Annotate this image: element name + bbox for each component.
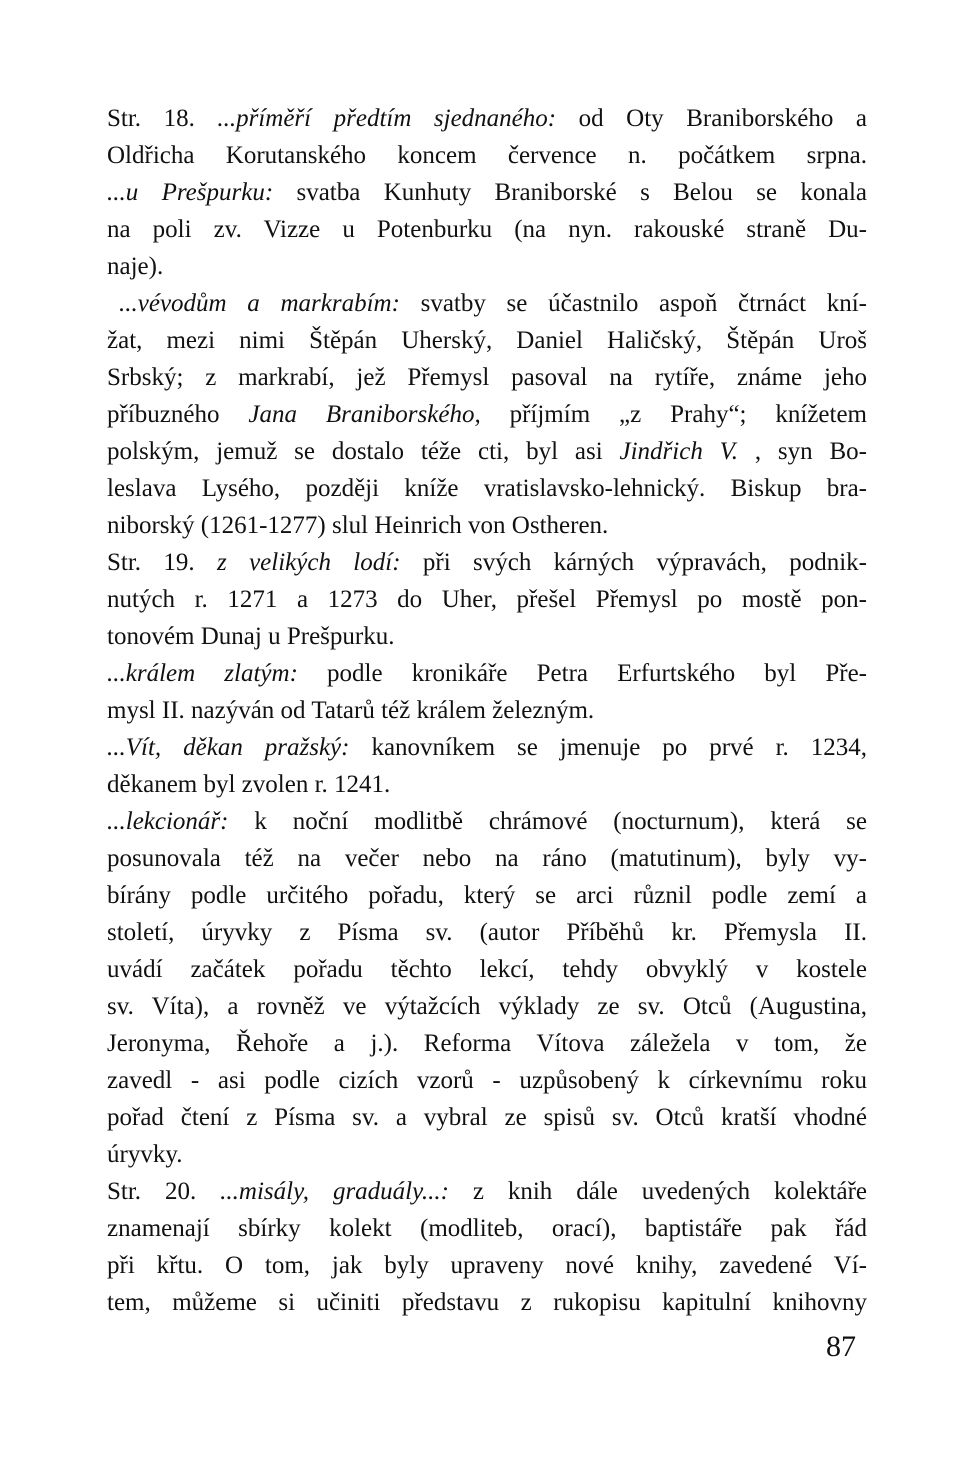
italic-term: ...u Prešpurku: — [107, 179, 274, 206]
text-line: ...u Prešpurku: svatba Kunhuty Braniborské s Belou se konala — [107, 179, 867, 206]
text-line: Jeronyma, Řehoře a j.). Reforma Vítova záležela v tom, že — [107, 1030, 867, 1057]
text-line: ...vévodům a markrabím: svatby se účastnilo aspoň čtrnáct kní- — [119, 290, 867, 317]
text-line: úryvky. — [107, 1141, 183, 1168]
text-line: století, úryvky z Písma sv. (autor Příběhů kr. Přemysla II. — [107, 919, 867, 946]
text-line: bírány podle určitého pořadu, který se arci různil podle zemí a — [107, 882, 867, 909]
italic-term: ...vévodům a markrabím: — [119, 290, 400, 317]
text-line: zavedl - asi podle cizích vzorů - uzpůsobený k církevnímu roku — [107, 1067, 867, 1094]
text-line: sv. Víta), a rovněž ve výtažcích výklady ze sv. Otců (Augustina, — [107, 993, 867, 1020]
text-line: na poli zv. Vizze u Potenburku (na nyn. rakouské straně Du- — [107, 216, 867, 243]
italic-term: ...příměří předtím sjednaného: — [217, 105, 557, 132]
italic-term: ...Vít, děkan pražský: — [107, 734, 350, 761]
text-line: tem, můžeme si učiniti představu z rukopisu kapitulní knihovny — [107, 1289, 867, 1316]
text-line: mysl II. nazýván od Tatarů též králem železným. — [107, 697, 595, 724]
italic-term: ...lekcionář: — [107, 808, 229, 835]
notes-text — [107, 100, 867, 1321]
text-line: uvádí začátek pořadu těchto lekcí, tehdy obvyklý v kostele — [107, 956, 867, 983]
text-line: niborský (1261-1277) slul Heinrich von Ostheren. — [107, 512, 609, 539]
text-line: nutých r. 1271 a 1273 do Uher, přešel Přemysl po mostě pon- — [107, 586, 867, 613]
text-line: ...králem zlatým: podle kronikáře Petra Erfurtského byl Pře- — [107, 660, 868, 687]
text-line: tonovém Dunaj u Prešpurku. — [107, 623, 395, 650]
text-line: Str. 19. z velikých lodí: při svých kárných výpravách, podnik- — [107, 549, 868, 576]
text-line: Oldřicha Korutanského koncem července n. počátkem srpna. — [107, 142, 867, 169]
text-line: příbuzného Jana Braniborského, příjmím „z Prahy“; knížetem — [107, 401, 867, 428]
text-line: naje). — [107, 253, 164, 280]
text-line: Srbský; z markrabí, jež Přemysl pasoval na rytíře, známe jeho — [107, 364, 867, 391]
text-line: Str. 18. ...příměří předtím sjednaného: od Oty Braniborského a — [107, 105, 867, 132]
italic-term: Jana Braniborského, — [248, 401, 481, 428]
text-line: Str. 20. ...misály, graduály...: z knih dále uvedených kolektáře — [107, 1178, 867, 1205]
italic-term: Jindřich V. — [619, 438, 738, 465]
text-line: žat, mezi nimi Štěpán Uherský, Daniel Haličský, Štěpán Uroš — [107, 327, 867, 354]
text-line: při křtu. O tom, jak byly upraveny nové knihy, zavedené Ví- — [107, 1252, 867, 1279]
italic-term: ...králem zlatým: — [107, 660, 298, 687]
text-line: ...lekcionář: k noční modlitbě chrámové (nocturnum), která se — [107, 808, 868, 835]
page-number: 87 — [826, 1330, 856, 1363]
text-line: ...Vít, děkan pražský: kanovníkem se jmenuje po prvé r. 1234, — [107, 734, 868, 761]
text-line: znamenají sbírky kolekt (modliteb, orací), baptistáře pak řád — [107, 1215, 867, 1242]
italic-term: ...misály, graduály...: — [220, 1178, 449, 1205]
text-line: pořad čtení z Písma sv. a vybral ze spisů sv. Otců kratší vhodné — [107, 1104, 867, 1131]
text-line: posunovala též na večer nebo na ráno (matutinum), byly vy- — [107, 845, 867, 872]
text-line: polským, jemuž se dostalo téže cti, byl asi Jindřich V. , syn Bo- — [107, 438, 868, 465]
text-line: leslava Lysého, později kníže vratislavsko-lehnický. Biskup bra- — [107, 475, 867, 502]
italic-term: z velikých lodí: — [217, 549, 401, 576]
text-line: děkanem byl zvolen r. 1241. — [107, 771, 391, 798]
